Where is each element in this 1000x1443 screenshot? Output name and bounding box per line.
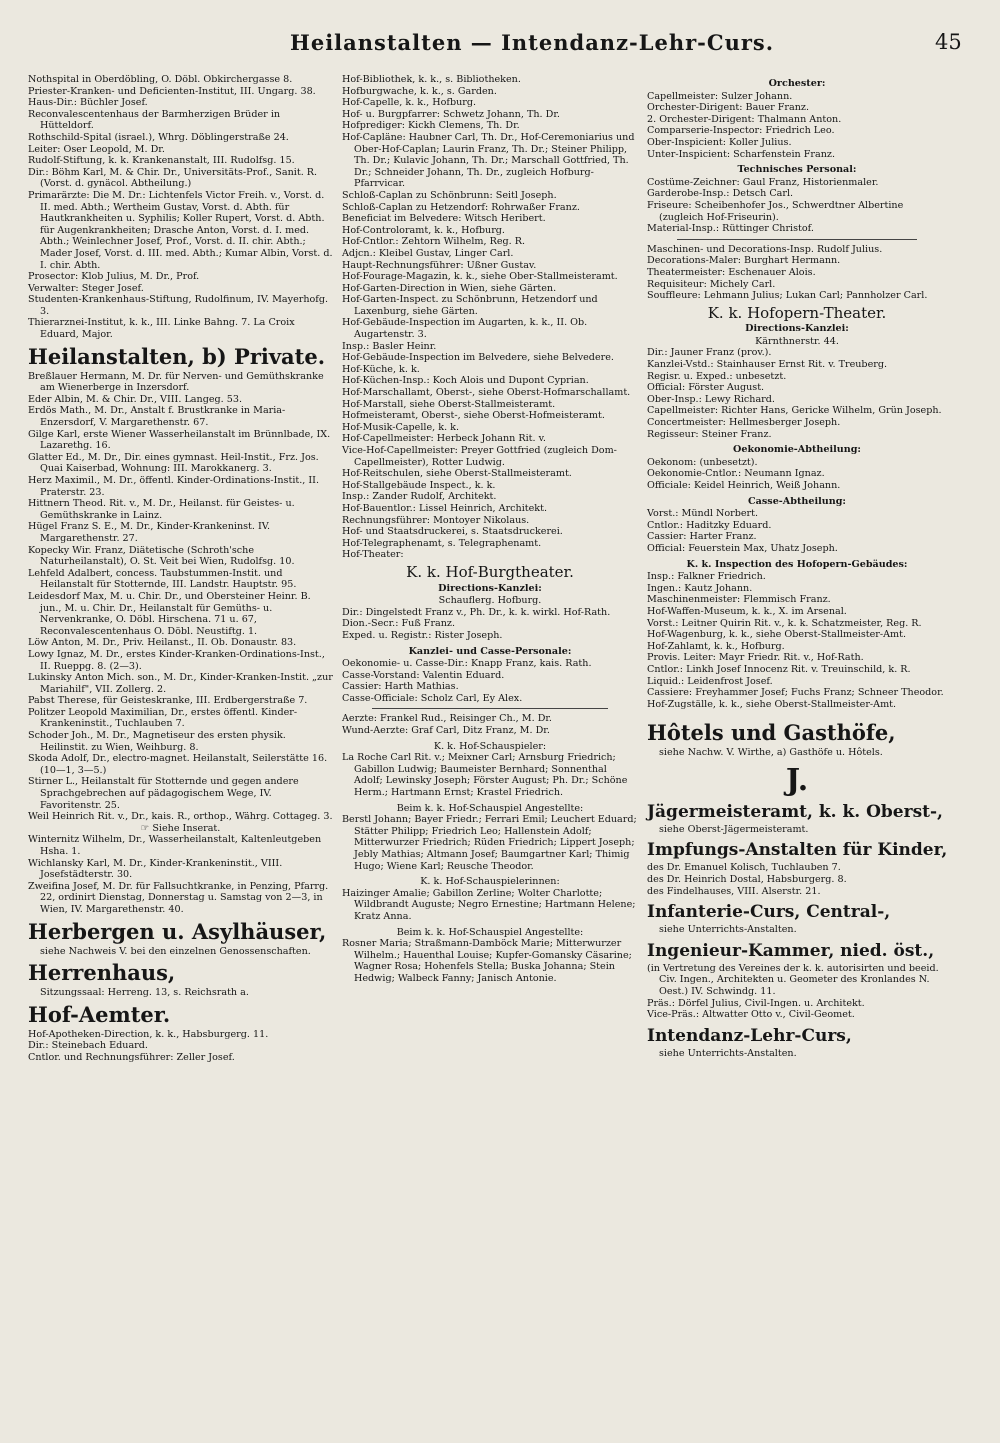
entry: Hof-Garten-Direction in Wien, siehe Gärten. <box>342 282 557 294</box>
entry: Souffleure: Lehmann Julius; Lukan Carl; Pannholzer Carl. <box>647 290 928 302</box>
schauspielerinnen-list: Haizinger Amalie; Gabillon Zerline; Wolter Charlotte; Wildbrandt Auguste; Negro Ernestine; Hartmann Helene; Kratz Anna. <box>342 887 636 922</box>
entry: Präs.: Dörfel Julius, Civil-Ingen. u. Architekt. <box>647 997 865 1009</box>
entry: Hofprediger: Kickh Clemens, Th. Dr. <box>342 120 520 132</box>
entries-private-hospitals <box>28 371 333 916</box>
section-heading-jaeger: Jägermeisteramt, k. k. Oberst-, <box>647 801 943 822</box>
entry: Vice-Präs.: Altwatter Otto v., Civil-Geomet. <box>647 1009 855 1021</box>
entry: Schloß-Caplan zu Schönbrunn: Seitl Joseph. <box>342 189 557 201</box>
entry: Dion.-Secr.: Fuß Franz. <box>342 618 456 630</box>
entry: Hof-Apotheken-Direction, k. k., Habsburgerg. 11. <box>28 1028 269 1040</box>
angestellte-list: Berstl Johann; Bayer Friedr.; Ferrari Emil; Leuchert Eduard; Stätter Philipp; Friedrich Leo; Hallenstein Adolf; Mitterwurzer Friedrich; Rüden Friedrich; Lippert Joseph; Jebly Mathias; Altmann Josef; Baumgartner Karl; Thimig Hugo; Wiene Karl; Reusche Theodor. <box>342 814 637 872</box>
entry: Dir.: Jauner Franz (prov.). <box>647 347 772 359</box>
jaeger-text: siehe Oberst-Jägermeisteramt. <box>659 823 809 835</box>
intendanz-text: siehe Unterrichts-Anstalten. <box>659 1047 797 1059</box>
kanzlei-heading: Kanzlei- und Casse-Personale: <box>408 645 572 657</box>
inserat-note: ☞ Siehe Inserat. <box>140 822 221 834</box>
entry: Hof-Theater: <box>342 549 404 561</box>
entry: Verwalter: Steger Josef. <box>28 282 144 294</box>
entry: Dir.: Dingelstedt Franz v., Ph. Dr., k. k. wirkl. Hof-Rath. <box>342 606 611 618</box>
entry: Hof-Stallgebäude Inspect., k. k. <box>342 479 496 491</box>
entry: Skoda Adolf, Dr., electro-magnet. Heilanstalt, Seilerstätte 16. (10—1, 3—5.) <box>28 753 328 776</box>
section-heading-infanterie: Infanterie-Curs, Central-, <box>647 902 891 923</box>
herrenhaus-text: Sitzungssaal: Herreng. 13, s. Reichsrath a. <box>40 987 249 999</box>
entry: Official: Förster August. <box>647 382 765 394</box>
entry: Provis. Leiter: Mayr Friedr. Rit. v., Hof-Rath. <box>647 652 864 664</box>
entry: Hof-Bibliothek, k. k., s. Bibliotheken. <box>342 74 521 85</box>
entry: Requisiteur: Michely Carl. <box>647 278 776 290</box>
technisch-heading: Technisches Personal: <box>737 164 857 176</box>
entry: Casse-Vorstand: Valentin Eduard. <box>342 669 505 681</box>
entry: Zweifina Josef, M. Dr. für Fallsuchtkranke, in Penzing, Pfarrg. 22, ordinirt Dienstag, Donnerstag u. Samstag von 2—3, in Wien, IV. Margarethenstr. 40. <box>28 880 329 915</box>
entry: Hof- u. Burgpfarrer: Schwetz Johann, Th. Dr. <box>342 108 560 120</box>
entry: Cassier: Harter Franz. <box>647 531 757 543</box>
entry: Insp.: Falkner Friedrich. <box>647 571 766 583</box>
entry: Lowy Ignaz, M. Dr., erstes Kinder-Kranken-Ordinations-Inst., II. Rueppg. 8. (2—3). <box>28 648 325 672</box>
entry: Schloß-Caplan zu Hetzendorf: Rohrwaßer Franz. <box>342 201 580 213</box>
entry: Maschinen- und Decorations-Insp. Rudolf Julius. <box>647 243 883 255</box>
entry: Rechnungsführer: Montoyer Nikolaus. <box>342 514 530 526</box>
oekonomie-heading: Oekonomie-Abtheilung: <box>733 444 861 456</box>
entry: Hof-Zugställe, k. k., siehe Oberst-Stallmeister-Amt. <box>647 698 897 710</box>
directions-kanzlei-heading: Directions-Kanzlei: <box>438 582 542 594</box>
entry: Regisr. u. Exped.: unbesetzt. <box>647 370 787 382</box>
entry: Eder Albin, M. & Chir. Dr., VIII. Langeg. 53. <box>28 393 243 405</box>
hofoper-title: K. k. Hofopern-Theater. <box>707 303 887 322</box>
entry: Hof-Garten-Inspect. zu Schönbrunn, Hetzendorf und Laxenburg, siehe Gärten. <box>342 294 598 317</box>
entry: Politzer Leopold Maximilian, Dr., erstes öffentl. Kinder-Krankeninstit., Tuchlauben 7. <box>28 706 298 730</box>
entry: des Dr. Emanuel Kolisch, Tuchlauben 7. <box>647 862 841 874</box>
angestellte2-heading: Beim k. k. Hof-Schauspiel Angestellte: <box>396 926 584 938</box>
section-heading-intendanz: Intendanz-Lehr-Curs, <box>647 1025 852 1046</box>
column-middle <box>342 74 638 985</box>
entry: Hof-Küchen-Insp.: Koch Alois und Dupont Cyprian. <box>342 375 589 387</box>
oper-address: Kärnthnerstr. 44. <box>755 335 839 347</box>
entry: Cassiere: Freyhammer Josef; Fuchs Franz; Schneer Theodor. <box>647 687 944 699</box>
page-number: 45 <box>935 30 962 54</box>
entry: Hofburgwache, k. k., s. Garden. <box>342 85 497 97</box>
entry: Dir.: Steinebach Eduard. <box>28 1040 148 1052</box>
entry: Casse-Officiale: Scholz Carl, Ey Alex. <box>342 692 523 704</box>
oper-kanzlei-heading: Directions-Kanzlei: <box>745 323 849 335</box>
entry: Winternitz Wilhelm, Dr., Wasserheilanstalt, Kaltenleutgeben Hsha. 1. <box>28 834 322 857</box>
section-heading-herbergen: Herbergen u. Asylhäuser, <box>28 918 327 944</box>
entry: Hof-Marstall, siehe Oberst-Stallmeisteramt. <box>342 398 556 410</box>
entry: Capellmeister: Sulzer Johann. <box>647 90 793 102</box>
entry: Oekonomie-Cntlor.: Neumann Ignaz. <box>647 468 825 480</box>
entry: Vorst.: Mündl Norbert. <box>647 508 759 520</box>
entry: Ober-Insp.: Lewy Richard. <box>647 393 775 405</box>
entry: Hof-Marschallamt, Oberst-, siehe Oberst-Hofmarschallamt. <box>342 387 631 399</box>
entry: Unter-Inspicient: Scharfenstein Franz. <box>647 148 835 160</box>
entry: Hof-Cntlor.: Zehtorn Wilhelm, Reg. R. <box>342 236 526 248</box>
entry: Hügel Franz S. E., M. Dr., Kinder-Krankeninst. IV. Margarethenstr. 27. <box>28 521 271 544</box>
entry: Hof-Fourage-Magazin, k. k., siehe Ober-Stallmeisteramt. <box>342 271 618 283</box>
entry: Beneficiat im Belvedere: Witsch Heribert. <box>342 213 546 225</box>
entry: Wichlansky Karl, M. Dr., Kinder-Krankeninstit., VIII. Josefstädterstr. 30. <box>28 857 283 881</box>
entry: Ingen.: Kautz Johann. <box>647 582 753 594</box>
entry: Oekonom: (unbesetzt). <box>647 456 758 468</box>
entry: Wund-Aerzte: Graf Carl, Ditz Franz, M. Dr. <box>342 725 550 737</box>
entry: Cassier: Harth Mathias. <box>342 681 459 693</box>
entry: Hof-Capellmeister: Herbeck Johann Rit. v. <box>342 433 546 445</box>
entry: Glatter Ed., M. Dr., Dir. eines gymnast. Heil-Instit., Frz. Jos. Quai Kaiserbad, Wohnung: III. Marokkanerg. 3. <box>28 451 319 475</box>
entry: Haupt-Rechnungsführer: Ußner Gustav. <box>342 259 537 271</box>
entry: des Dr. Heinrich Dostal, Habsburgerg. 8. <box>647 874 847 886</box>
entry: Hof-Küche, k. k. <box>342 363 420 375</box>
entry: Hittnern Theod. Rit. v., M. Dr., Heilanst. für Geistes- u. Gemüthskranke in Lainz. <box>28 498 295 521</box>
entry: Cntlor.: Haditzky Eduard. <box>647 519 772 531</box>
section-heading-herrenhaus: Herrenhaus, <box>28 960 176 986</box>
entry: Costüme-Zeichner: Gaul Franz, Historienmaler. <box>647 176 879 188</box>
running-title: Heilanstalten — Intendanz-Lehr-Curs. <box>290 30 775 55</box>
entry: Cntlor. und Rechnungsführer: Zeller Josef. <box>28 1051 235 1063</box>
section-heading-impfung: Impfungs-Anstalten für Kinder, <box>647 840 948 861</box>
entry: Hof-Reitschulen, siehe Oberst-Stallmeisteramt. <box>342 468 572 480</box>
entry: Ober-Inspicient: Koller Julius. <box>647 136 792 148</box>
entry: Insp.: Basler Heinr. <box>342 340 437 352</box>
column-right <box>647 74 947 1059</box>
entry: Thierarznei-Institut, k. k., III. Linke Bahng. 7. La Croix Eduard, Major. <box>28 317 295 341</box>
entry: Hof-Waffen-Museum, k. k., X. im Arsenal. <box>647 605 847 617</box>
entry: Haus-Dir.: Büchler Josef. <box>28 97 148 109</box>
schauspieler-heading: K. k. Hof-Schauspieler: <box>433 740 547 752</box>
entry: Schoder Joh., M. Dr., Magnetiseur des ersten physik. Heilinstit. zu Wien, Weihburg. 8. <box>28 730 286 753</box>
angestellte2-list: Rosner Maria; Straßmann-Damböck Marie; Mitterwurzer Wilhelm.; Hauenthal Louise; Kupfer-Gomansky Cäsarine; Wagner Rosa; Hohenfels Stella; Buska Johanna; Stein Hedwig; Walbeck Fanny; Janisch Antonie. <box>342 938 632 984</box>
entry: des Findelhauses, VIII. Alserstr. 21. <box>647 885 821 897</box>
entry: Hof-Capläne: Haubner Carl, Th. Dr., Hof-Ceremoniarius und Ober-Hof-Caplan; Laurin Franz, Th. Dr.; Steiner Philipp, Th. Dr.; Kulavic Johann, Th. Dr.; Marschall Gottfried, Th. Dr.; Schneider Johann, Th. Dr., zugleich Hofburg-Pfarrvicar. <box>342 131 635 190</box>
section-heading-ingenieur: Ingenieur-Kammer, nied. öst., <box>647 940 935 961</box>
angestellte-heading: Beim k. k. Hof-Schauspiel Angestellte: <box>396 802 584 814</box>
divider <box>372 708 608 709</box>
entry: Gilge Karl, erste Wiener Wasserheilanstalt im Brünnlbade, IX. Lazarethg. 16. <box>28 428 331 452</box>
entry: Orchester-Dirigent: Bauer Franz. <box>647 102 810 114</box>
section-heading-hofaemter: Hof-Aemter. <box>28 1001 171 1027</box>
entry: Officiale: Keidel Heinrich, Weiß Johann. <box>647 480 841 491</box>
entry: Lukinsky Anton Mich. son., M. Dr., Kinder-Kranken-Instit. „zur Mariahilf", VII. Zollerg. 2. <box>28 672 333 695</box>
entry: Exped. u. Registr.: Rister Joseph. <box>342 629 503 641</box>
entry: Hof-Gebäude-Inspection im Belvedere, siehe Belvedere. <box>342 352 614 364</box>
entry: Pabst Therese, für Geisteskranke, III. Erdbergerstraße 7. <box>28 695 308 707</box>
entry: Reconvalescentenhaus der Barmherzigen Brüder in Hütteldorf. <box>28 108 281 132</box>
entry: Hof- und Staatsdruckerei, s. Staatsdruckerei. <box>342 526 563 538</box>
entry: Dir.: Böhm Karl, M. & Chir. Dr., Universitäts-Prof., Sanit. R. (Vorst. d. gynäcol. Abtheilung.) <box>28 166 318 190</box>
entry: (in Vertretung des Vereines der k. k. autorisirten und beeid. Civ. Ingen., Architekten u. Geometer des Kronlandes N. Oest.) IV. Schwindg. 11. <box>647 962 939 998</box>
burgtheater-title: K. k. Hof-Burgtheater. <box>406 562 574 581</box>
entry: Primarärzte: Die M. Dr.: Lichtenfels Victor Freih. v., Vorst. d. II. med. Abth.; Wertheim Gustav, Vorst. d. Abth. für Hautkrankheiten u. Syphilis; Koller Rupert, Vorst. d. Abth. für Augenkrankheiten; Drasche Anton, Vorst. d. I. med. Abth.; Weinlechner Josef, Prof., Vorst. d. II. chir. Abth.; Mader Josef, Vorst. d. III. med. Abth.; Kumar Albin, Vorst. d. I. chir. Abth. <box>28 189 333 271</box>
entry: Hof-Gebäude-Inspection im Augarten, k. k., II. Ob. Augartenstr. 3. <box>342 317 588 341</box>
casse-heading: Casse-Abtheilung: <box>748 495 846 507</box>
entry: Theatermeister: Eschenauer Alois. <box>647 266 816 278</box>
column-left <box>28 74 333 1064</box>
herbergen-text: siehe Nachweis V. bei den einzelnen Genossenschaften. <box>40 945 311 957</box>
entry: Concertmeister: Hellmesberger Joseph. <box>647 417 841 429</box>
entry: Hof-Zahlamt, k. k., Hofburg. <box>647 640 785 652</box>
entry: Adjcn.: Kleibel Gustav, Linger Carl. <box>342 247 514 259</box>
entry: Decorations-Maler: Burghart Hermann. <box>647 255 841 267</box>
entry: Hofmeisteramt, Oberst-, siehe Oberst-Hofmeisteramt. <box>342 410 605 422</box>
burgtheater-address: Schauflerg. Hofburg. <box>438 595 542 607</box>
entry: Hof-Telegraphenamt, s. Telegraphenamt. <box>342 537 542 549</box>
entry: Weil Heinrich Rit. v., Dr., kais. R., orthop., Währg. Cottageg. 3. <box>28 811 333 823</box>
entry: Hof-Controloramt, k. k., Hofburg. <box>342 224 505 236</box>
entry: Cntlor.: Linkh Josef Innocenz Rit. v. Treuinschild, k. R. <box>647 663 911 675</box>
entry: Friseure: Scheibenhofer Jos., Schwerdtner Albertine (zugleich Hof-Friseurin). <box>647 199 904 223</box>
orchester-heading: Orchester: <box>768 78 826 89</box>
inspection-heading: K. k. Inspection des Hofopern-Gebäudes: <box>686 558 908 570</box>
entry: Oekonomie- u. Casse-Dir.: Knapp Franz, kais. Rath. <box>342 658 592 670</box>
entry: Nothspital in Oberdöbling, O. Döbl. Obkirchergasse 8. <box>28 74 293 85</box>
entry: Aerzte: Frankel Rud., Reisinger Ch., M. Dr. <box>342 713 552 725</box>
hotels-text: siehe Nachw. V. Wirthe, a) Gasthöfe u. Hôtels. <box>659 747 883 759</box>
divider <box>677 239 917 240</box>
entry: Prosector: Klob Julius, M. Dr., Prof. <box>28 271 200 283</box>
entry: Material-Insp.: Rüttinger Christof. <box>647 223 814 235</box>
entry: Breßlauer Hermann, M. Dr. für Nerven- und Gemüthskranke am Wienerberge in Inzersdorf. <box>28 370 324 394</box>
entry: Rothschild-Spital (israel.), Whrg. Döblingerstraße 24. <box>28 131 289 143</box>
entry: Hof-Wagenburg, k. k., siehe Oberst-Stallmeister-Amt. <box>647 629 907 641</box>
infanterie-text: siehe Unterrichts-Anstalten. <box>659 924 797 936</box>
page-header <box>0 30 1000 64</box>
entry: Capellmeister: Richter Hans, Gericke Wilhelm, Grün Joseph. <box>647 405 942 417</box>
entries-public-hospitals <box>28 74 333 341</box>
section-heading-private: Heilanstalten, b) Private. <box>28 343 326 369</box>
entry: Lehfeld Adalbert, concess. Taubstummen-Instit. und Heilanstalt für Stotternde, III. Landstr. Hauptstr. 95. <box>28 567 297 591</box>
entry: Hof-Musik-Capelle, k. k. <box>342 421 460 433</box>
entry: 2. Orchester-Dirigent: Thalmann Anton. <box>647 113 842 125</box>
section-heading-hotels: Hôtels und Gasthöfe, <box>647 720 896 746</box>
entry: Comparserie-Inspector: Friedrich Leo. <box>647 125 835 137</box>
entry: Kopecky Wir. Franz, Diätetische (Schroth'sche Naturheilanstalt), O. St. Veit bei Wien, Rudolfsg. 10. <box>28 544 295 568</box>
entry: Kanzlei-Vstd.: Stainhauser Ernst Rit. v. Treuberg. <box>647 359 888 371</box>
entry: Leidesdorf Max, M. u. Chir. Dr., und Obersteiner Heinr. B. jun., M. u. Chir. Dr., Heilanstalt für Gemüths- u. Nervenkranke, O. Döbl. Hirschena. 71 u. 67, Reconvalescentenhaus O. Döbl. Neustiftg. 1. <box>28 590 311 637</box>
entry: Rudolf-Stiftung, k. k. Krankenanstalt, III. Rudolfsg. 15. <box>28 155 295 167</box>
entry: Erdös Math., M. Dr., Anstalt f. Brustkranke in Maria-Enzersdorf, V. Margarethenstr. 67. <box>28 405 286 429</box>
entry: Priester-Kranken- und Deficienten-Institut, III. Ungarg. 38. <box>28 85 316 97</box>
letter-heading: J. <box>785 762 809 798</box>
entry: Stirner L., Heilanstalt für Stotternde und gegen andere Sprachgebrechen auf pädagogischem Wege, IV. Favoritenstr. 25. <box>28 776 299 811</box>
entry: Liquid.: Leidenfrost Josef. <box>647 675 773 687</box>
entry: Löw Anton, M. Dr., Priv. Heilanst., II. Ob. Donaustr. 83. <box>28 637 297 649</box>
entry: Vorst.: Leitner Quirin Rit. v., k. k. Schatzmeister, Reg. R. <box>647 617 922 629</box>
entry: Hof-Capelle, k. k., Hofburg. <box>342 97 477 109</box>
entry: Official: Feuerstein Max, Uhatz Joseph. <box>647 542 838 554</box>
schauspieler-list: La Roche Carl Rit. v.; Meixner Carl; Arnsburg Friedrich; Gabillon Ludwig; Baumeister Bernhard; Sonnenthal Adolf; Lewinsky Joseph; Förster August; Ph. Dr.; Schöne Herm.; Hartmann Ernst; Krastel Friedrich. <box>342 752 628 799</box>
entry: Garderobe-Insp.: Detsch Carl. <box>647 188 794 200</box>
entry: Leiter: Oser Leopold, M. Dr. <box>28 143 165 155</box>
entry: Hof-Bauentlor.: Lissel Heinrich, Architekt. <box>342 502 548 514</box>
entry: Herz Maximil., M. Dr., öffentl. Kinder-Ordinations-Instit., II. Praterstr. 23. <box>28 475 320 498</box>
entry: Maschinenmeister: Flemmisch Franz. <box>647 594 831 606</box>
schauspielerinnen-heading: K. k. Hof-Schauspielerinnen: <box>420 876 560 888</box>
entry: Regisseur: Steiner Franz. <box>647 428 772 440</box>
entry: Insp.: Zander Rudolf, Architekt. <box>342 491 497 503</box>
entry: Studenten-Krankenhaus-Stiftung, Rudolfinum, IV. Mayerhofg. 3. <box>28 294 329 317</box>
entry: Vice-Hof-Capellmeister: Preyer Gottfried (zugleich Dom-Capellmeister), Rotter Ludwig. <box>342 445 617 468</box>
